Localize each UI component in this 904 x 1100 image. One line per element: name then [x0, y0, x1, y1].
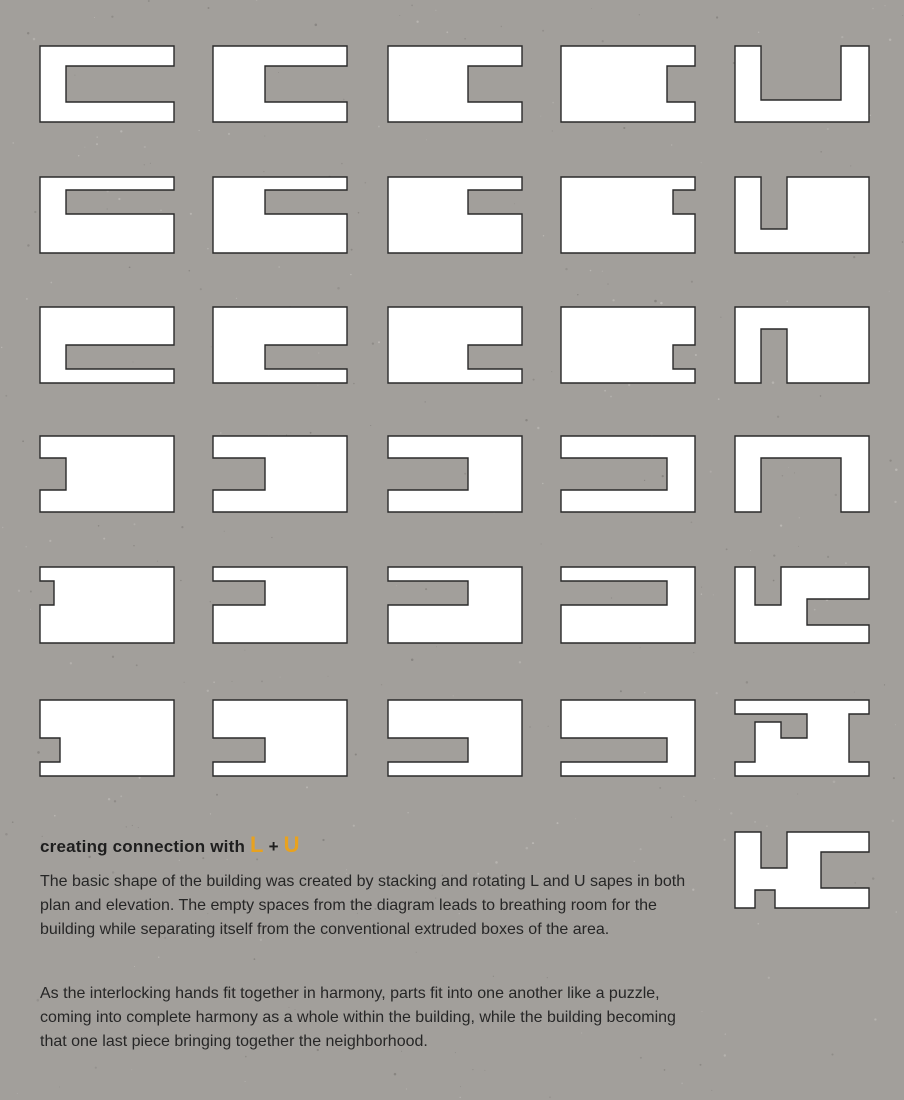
- shape-diagram-r2-c4: [561, 177, 695, 253]
- shape-diagram-r4-c1: [40, 436, 174, 512]
- shape-diagram-r6-c4: [561, 700, 695, 776]
- shape-diagram-r3-c4: [561, 307, 695, 383]
- heading-prefix: creating connection with: [40, 837, 246, 856]
- section-heading: [40, 832, 300, 858]
- shape-diagram-r6-c2: [213, 700, 347, 776]
- description-paragraph-1: The basic shape of the building was created by stacking and rotating L and U sapes in both plan and elevation. The empty spaces from the diagram leads to breathing room for the building while separating itself from the conventional extruded boxes of the area.: [40, 873, 686, 938]
- shape-diagram-r1-c3: [388, 46, 522, 122]
- shape-diagram-r6-c1: [40, 700, 174, 776]
- shape-diagram-r1-c1: [40, 46, 174, 122]
- heading-letter-u: U: [283, 832, 300, 857]
- shape-diagram-r3-c3: [388, 307, 522, 383]
- shape-diagram-r3-c2: [213, 307, 347, 383]
- shape-diagram-r3-c1: [40, 307, 174, 383]
- shape-diagram-r4-c5: [735, 436, 869, 512]
- shape-diagram-r6-c3: [388, 700, 522, 776]
- shape-diagram-final-piece: [735, 832, 869, 908]
- description-paragraph-2: As the interlocking hands fit together in harmony, parts fit into one another like a puzzle, coming into complete harmony as a whole within the building, while the building becoming that one last piece bringing together the neighborhood.: [40, 985, 676, 1050]
- shape-diagram-r2-c2: [213, 177, 347, 253]
- shape-diagram-r1-c5: [735, 46, 869, 122]
- shape-diagram-r5-c1: [40, 567, 174, 643]
- heading-plus: +: [268, 837, 279, 856]
- shape-diagram-r2-c3: [388, 177, 522, 253]
- shape-diagram-r5-c3: [388, 567, 522, 643]
- shape-diagram-r5-c5: [735, 567, 869, 643]
- shape-diagram-r2-c1: [40, 177, 174, 253]
- shape-diagram-r4-c4: [561, 436, 695, 512]
- shape-diagram-r1-c2: [213, 46, 347, 122]
- shape-diagram-r2-c5: [735, 177, 869, 253]
- shape-diagram-r4-c3: [388, 436, 522, 512]
- shape-diagram-r3-c5: [735, 307, 869, 383]
- shape-diagram-r4-c2: [213, 436, 347, 512]
- shape-diagram-r1-c4: [561, 46, 695, 122]
- shape-diagram-r5-c4: [561, 567, 695, 643]
- heading-letter-l: L: [249, 832, 264, 857]
- shape-diagram-r6-c5: [735, 700, 869, 776]
- shape-diagram-r5-c2: [213, 567, 347, 643]
